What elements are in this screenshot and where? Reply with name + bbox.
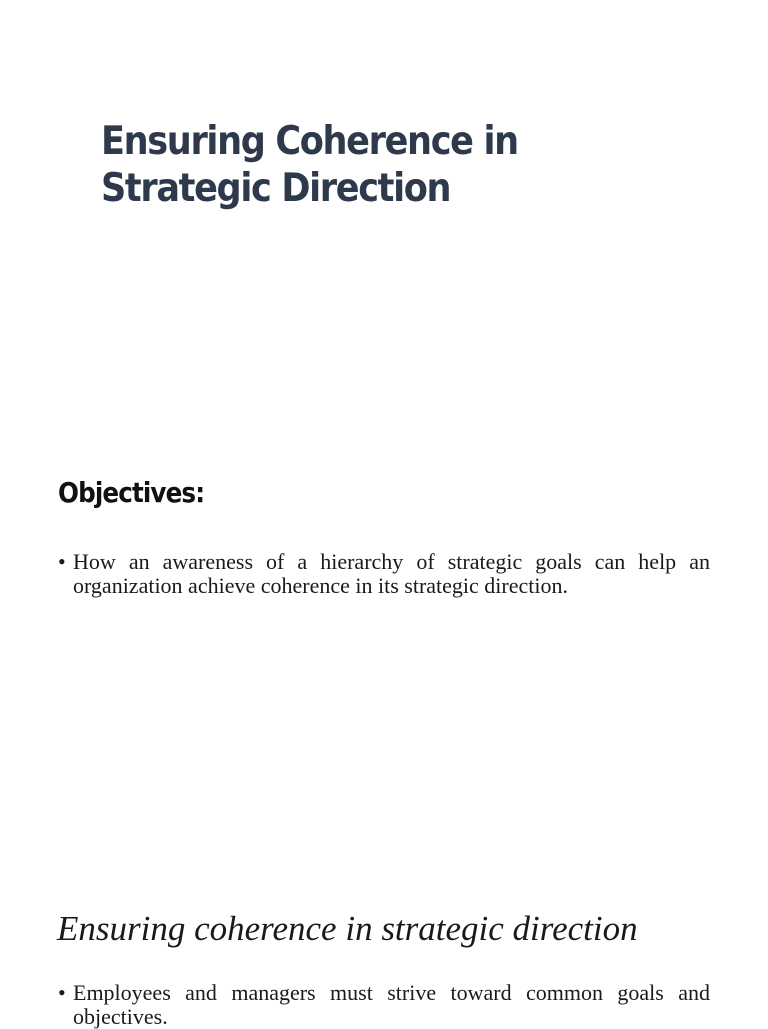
bullet-text: How an awareness of a hierarchy of strategic goals can help an organization achieve coherence in its strategic direction. xyxy=(73,549,710,598)
objectives-slide xyxy=(0,430,768,870)
coherence-list xyxy=(58,981,710,1029)
bullet-icon: • xyxy=(58,980,66,1005)
list-item xyxy=(58,981,710,1029)
objectives-list xyxy=(58,550,710,598)
coherence-slide xyxy=(0,870,768,1029)
title-slide xyxy=(0,0,768,430)
list-item xyxy=(58,550,710,598)
bullet-icon: • xyxy=(58,549,66,574)
slide-title: Ensuring Coherence in Strategic Direction xyxy=(101,119,518,211)
bullet-text: Employees and managers must strive toward common goals and objectives. xyxy=(73,980,710,1029)
objectives-heading: Objectives: xyxy=(58,476,205,509)
coherence-heading: Ensuring coherence in strategic direction xyxy=(57,909,638,948)
